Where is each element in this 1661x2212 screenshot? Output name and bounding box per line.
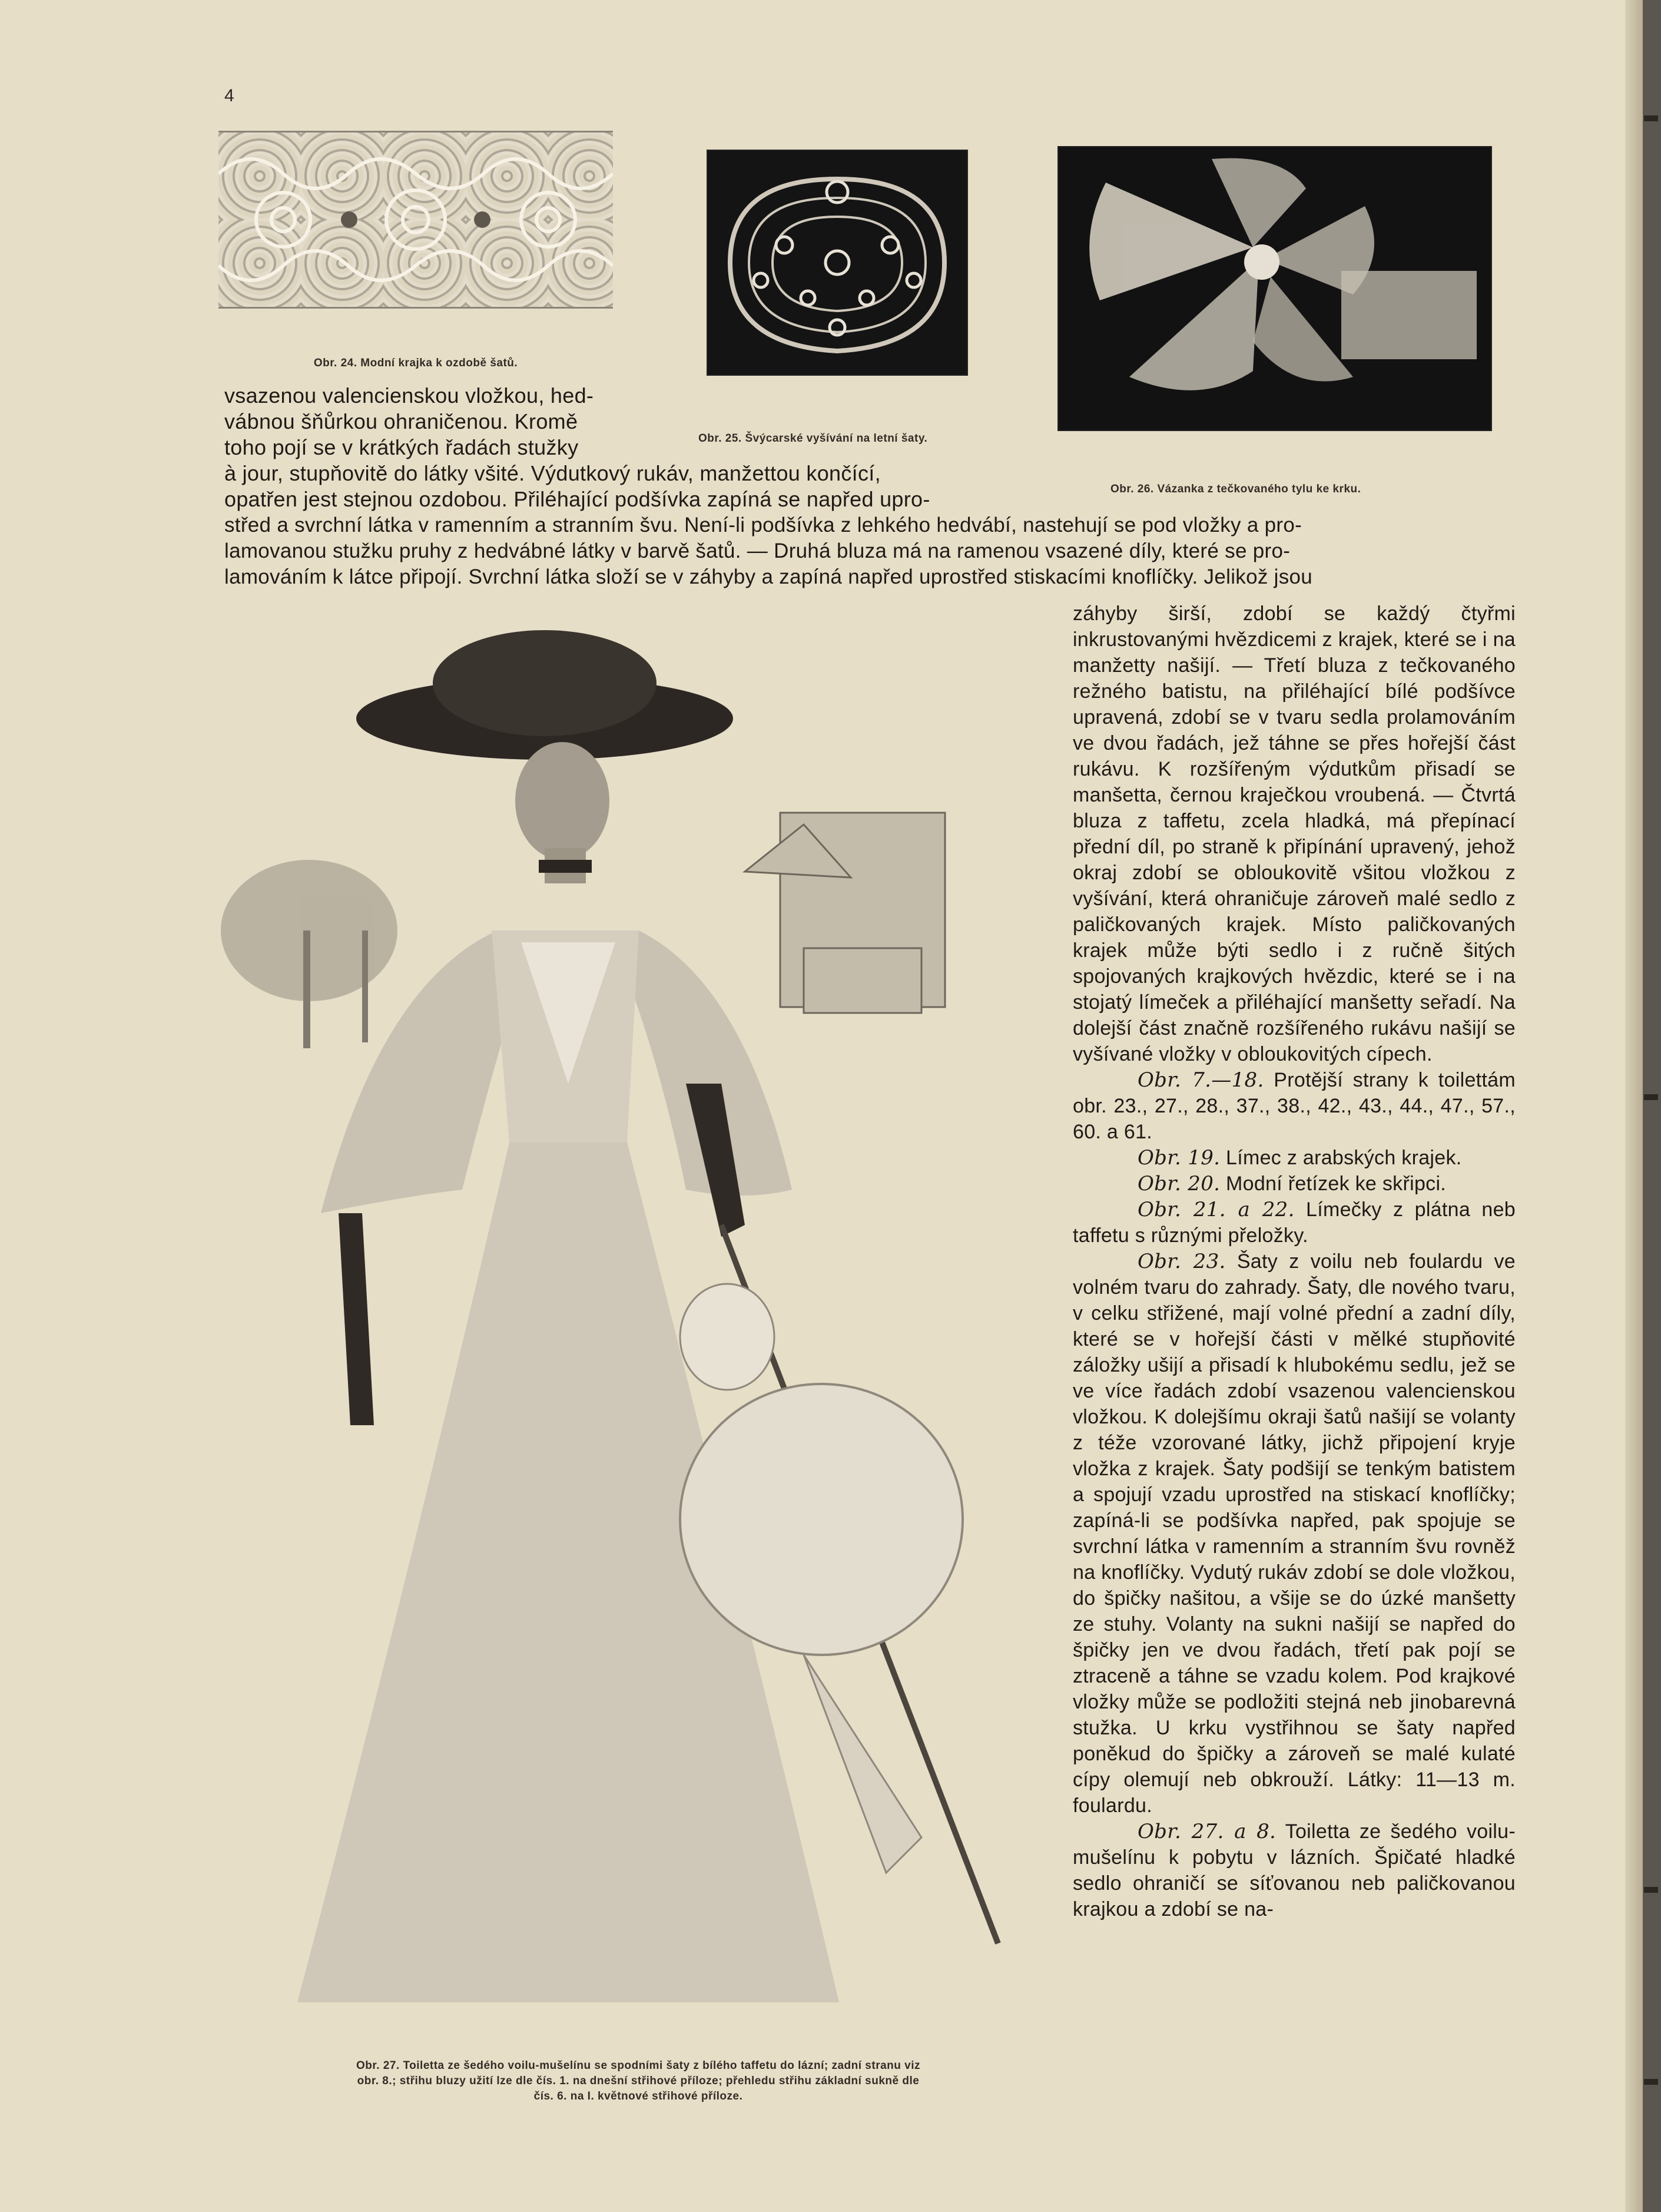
text-intro-medium	[224, 461, 1007, 512]
edge-mark	[1644, 115, 1658, 121]
figure-ref: Obr. 20.	[1138, 1172, 1221, 1196]
paragraph-text: Toiletta ze šedého voilu-mušelínu k pobytu v lázních. Špičaté hladké sedlo ohraničí se síťovanou neb paličkovanou krajkou a zdobí se na-	[1073, 1820, 1516, 1920]
figure-26-photo	[1057, 146, 1492, 431]
paragraph-obr-27-8	[1073, 1819, 1516, 1922]
figure-ref: Obr. 27. a 8.	[1138, 1820, 1277, 1843]
paragraph-text: Límec z arabských krajek.	[1220, 1147, 1462, 1169]
caption-line: obr. 8.; střihu bluzy užití lze dle čís. 1. na dnešní střihové příloze; přehledu střihu základní sukně dle	[357, 2075, 920, 2087]
figure-27-illustration	[215, 601, 1051, 2049]
paragraph-obr-7-18	[1073, 1067, 1516, 1145]
figure-25-photo	[707, 150, 968, 376]
figure-24-lace-band	[218, 131, 613, 309]
text-right-column	[1073, 601, 1516, 1922]
text-line: vsazenou valencienskou vložkou, hed-	[224, 383, 594, 408]
text-intro-narrow	[224, 383, 660, 461]
paragraph-text: Protější strany k toilettám obr. 23., 27., 28., 37., 38., 42., 43., 44., 47., 57., 60. a 61.	[1073, 1069, 1516, 1143]
figure-ref: Obr. 7.—18.	[1138, 1068, 1264, 1092]
paragraph-blouses: záhyby širší, zdobí se každý čtyřmi inkrustovanými hvězdicemi z krajek, které se i na manžetty našijí. — Třetí bluza z tečkovaného režného batistu, na přiléhající bílé podšívce upravená, zdobí se v tvaru sedla prolamováním ve dvou řadách, jež táhne se přes hořejší část rukávu. K rozšířeným výdutkům přisadí se manšetta, černou kraječkou vroubená. — Čtvrtá bluza z taffetu, zcela hladká, má přepínací přední díl, po straně k připínání upravený, jehož okraj zdobí se obloukovitě všitou vložkou z vyšívání, která ohraničuje zároveň malé sedlo z paličkovaných krajek. Místo paličkovaných krajek může býti sedlo i z ručně šitých spojovaných krajkových hvězdic, které se i na stojatý límeček a přiléhající manšetty seřadí. Na dolejší část značně rozšířeného rukávu našijí se vyšívané vložky v obloukovitých cípech.	[1073, 602, 1516, 1065]
paragraph-obr-19	[1073, 1145, 1516, 1171]
page-spine	[1625, 0, 1643, 2212]
caption-line: Obr. 27. Toiletta ze šedého voilu-mušelínu se spodními šaty z bílého taffetu do lázní; zadní stranu viz	[356, 2059, 921, 2072]
paragraph-text: Límečky z plátna neb taffetu s různými přeložky.	[1073, 1198, 1516, 1247]
figure-25-caption: Obr. 25. Švýcarské vyšívání na letní šaty.	[698, 432, 928, 445]
paragraph-text: Modní řetízek ke skřipci.	[1220, 1173, 1447, 1195]
figure-ref: Obr. 19.	[1138, 1146, 1221, 1170]
figure-ref: Obr. 21. a 22.	[1138, 1198, 1295, 1221]
edge-mark	[1644, 2079, 1658, 2085]
paragraph-text: Šaty z voilu neb foulardu ve volném tvaru do zahrady. Šaty, dle nového tvaru, v celku střižené, mají volné přední a zadní díly, které se v hořejší části v mělké stupňovité záložky ušijí a přisadí k hlubokému sedlu, jež se ve více řadách zdobí vsazenou valencienskou vložkou. K dolejšímu okraji šatů našijí se volanty z téže vzorované látky, jichž připojení kryje vložka z krajek. Šaty podšijí se tenkým batistem a spojují vzadu uprostřed na stiskací knoflíčky; zapíná-li se podšívka napřed, pak spojuje se svrchní látka v ramenním a stranním švu rovněž na knoflíčky. Vydutý rukáv zdobí se dole vložkou, do špičky našitou, a všije se do úzké manšetty ze stuhy. Volanty na sukni našijí se napřed do špičky jen ve dvou řadách, třetí pak pojí se ztraceně a táhne se vzadu kolem. Pod krajkové vložky může se podložiti stejná neb jinobarevná stužka. U krku vystřihnou se šaty napřed poněkud do špičky a zároveň se malé kulaté cípy olemují neb obkrouží. Látky: 11—13 m. foulardu.	[1073, 1250, 1516, 1817]
figure-24-caption: Obr. 24. Modní krajka k ozdobě šatů.	[313, 357, 518, 369]
figure-27-caption	[220, 2058, 1056, 2104]
figure-ref: Obr. 23.	[1138, 1250, 1226, 1273]
page-number: 4	[224, 86, 234, 105]
paragraph-obr-20	[1073, 1171, 1516, 1197]
text-line: lamováním k látce připojí. Svrchní látka složí se v záhyby a zapíná napřed uprostřed stiskacími knoflíčky. Jelikož jsou	[224, 565, 1313, 588]
paragraph-obr-23	[1073, 1249, 1516, 1819]
embroidery-fan-illustration	[708, 151, 967, 375]
text-line: à jour, stupňovitě do látky všité. Výdutkový rukáv, manžettou končící,	[224, 461, 881, 485]
lace-pattern-illustration	[218, 133, 613, 307]
edge-mark	[1644, 1887, 1658, 1893]
text-line: střed a svrchní látka v ramenním a stranním švu. Není-li podšívka z lehkého hedvábí, nastehují se pod vložky a pro-	[224, 514, 1302, 537]
text-line: toho pojí se v krátkých řadách stužky	[224, 435, 579, 459]
lady-with-parasol-illustration	[215, 601, 1051, 2049]
figure-26-caption: Obr. 26. Vázanka z tečkovaného tylu ke krku.	[1110, 483, 1361, 495]
text-line: opatřen jest stejnou ozdobou. Přiléhající podšívka zapíná se napřed upro-	[224, 487, 930, 511]
tulle-bow-illustration	[1059, 147, 1491, 430]
edge-mark	[1644, 1094, 1658, 1100]
text-line: lamovanou stužku pruhy z hedvábné látky v barvě šatů. — Druhá bluza má na ramenou vsazené díly, které se pro-	[224, 539, 1291, 562]
text-full-width	[224, 512, 1478, 590]
paragraph-obr-21-22	[1073, 1197, 1516, 1249]
caption-line: čís. 6. na I. květnové střihové příloze.	[533, 2090, 743, 2102]
text-line: vábnou šňůrkou ohraničenou. Kromě	[224, 409, 578, 433]
